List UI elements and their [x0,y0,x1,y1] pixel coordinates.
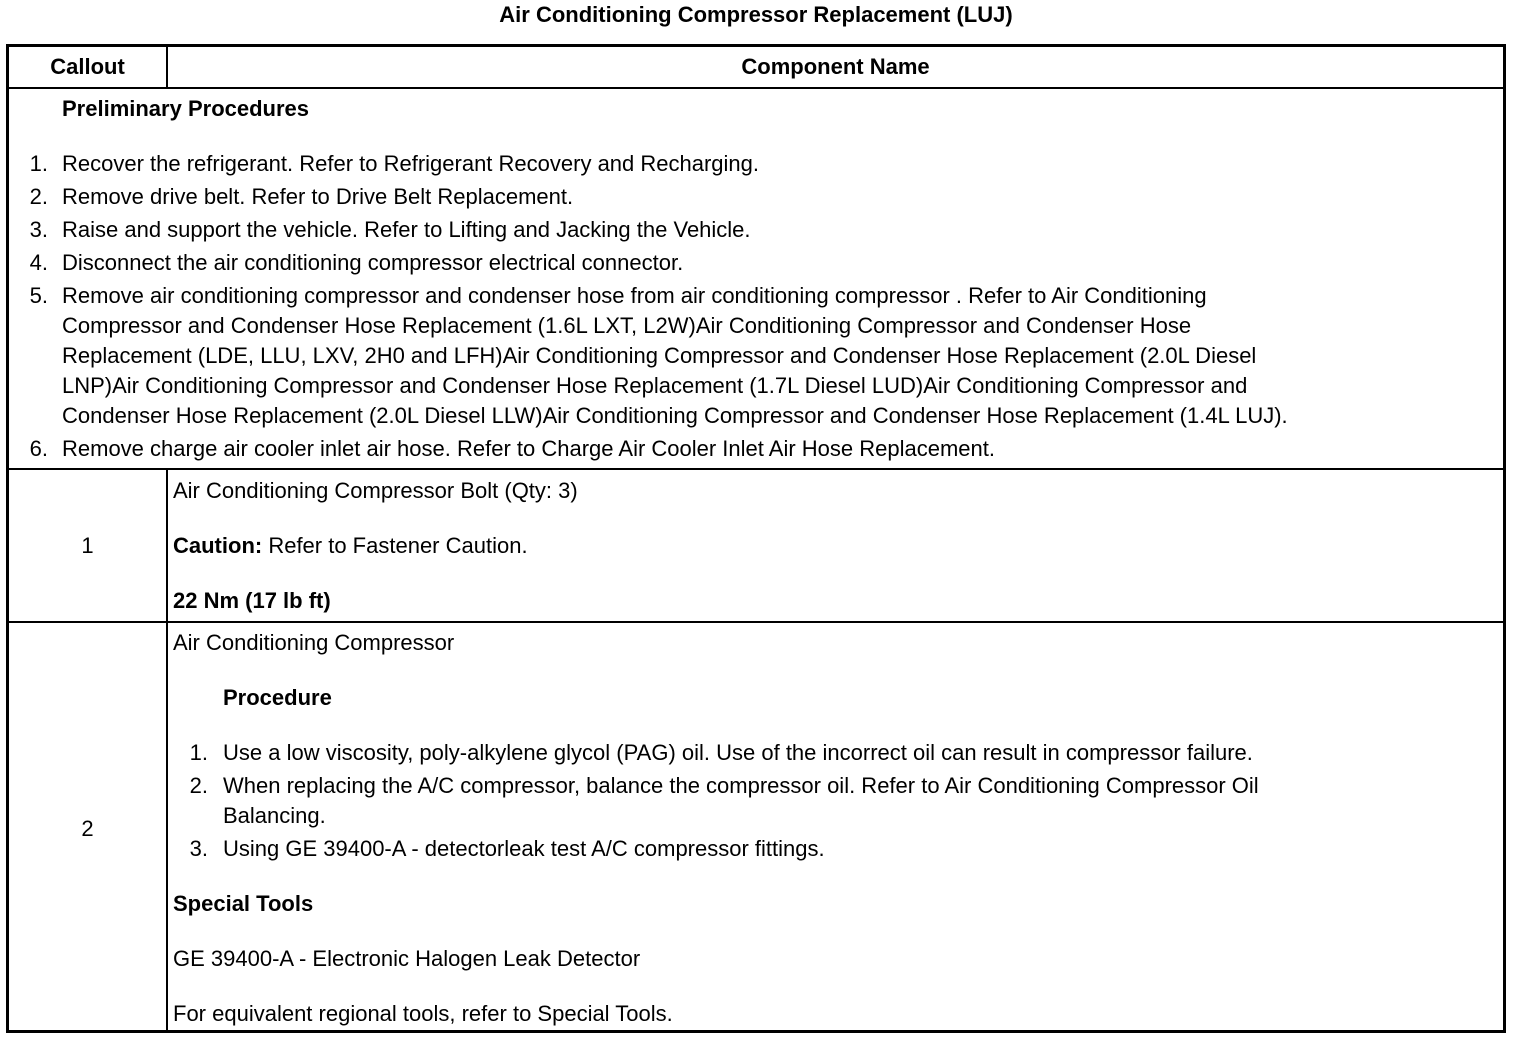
caution-label: Caution: [173,533,263,558]
caution-line [173,531,528,561]
special-tools-heading: Special Tools [173,891,314,916]
procedure-table: Callout Component Name Preliminary Procedures 1. Recover the refrigerant. Refer to Refrigerant Recovery and Recharging. 2. Remove drive belt. Refer to Drive Belt Replacement. 3. Raise and support the vehicle. Refer to Lifting and Jacking the Vehicle. 4. Disconnect the air conditioning compressor electrical connector. 5. Remove air conditioning compressor and condenser hose from air conditioning compressor . Refer to Air Conditioning Compressor and Condenser Hose Replacement (1.6L LXT, L2W)Air Conditioning Compressor and Condenser Hose Replacement (LDE, LLU, LXV, 2H0 and LFH)Air Conditioning Compressor and Condenser Hose Replacement (2.0L Diesel LNP)Air Conditioning Compressor and Condenser Hose Replacement (1.7L Diesel LUD)Air Conditioning Compressor and Condenser Hose Replacement (2.0L Diesel LLW)Air Conditioning Compressor and Condenser Hose Replacement (1.4L LUJ). 6. Remove charge air cooler inlet air hose. Refer to Charge Air Cooler Inlet Air Hose Replacement. 1 Air Conditioning Compressor Bolt (Qty: 3) Caution: Refer to Fastener Caution. 22 Nm (17 lb ft) 2 Air Conditioning Compressor Procedure 1. Use a low viscosity, poly-alkylene glycol (PAG) oil. Use of the incorrect oil can result in compressor failure. 2. When replacing the A/C compressor, balance the compressor oil. Refer to Air Conditioning Compressor Oil Balancing. 3. Using GE 39400-A - detectorleak test A/C compressor fittings. Special Tools GE 39400-A - Electronic Halogen Leak Detector For equivalent regional tools, refer to Special Tools. [6,44,1506,1033]
preliminary-divider [9,468,1503,470]
row-divider [9,621,1503,623]
callout-header: Callout [50,54,125,79]
torque-spec: 22 Nm (17 lb ft) [173,588,331,613]
caution-text: Refer to Fastener Caution. [262,533,528,558]
header-divider [9,87,1503,89]
callout-1: 1 [81,533,94,558]
component-name-1: Air Conditioning Compressor Bolt (Qty: 3) [173,478,578,503]
document-title: Air Conditioning Compressor Replacement (LUJ) [499,2,1013,27]
procedure-heading: Procedure [223,685,332,710]
special-tool-item: GE 39400-A - Electronic Halogen Leak Detector [173,946,641,971]
component-name-header: Component Name [741,54,930,79]
regional-tools-note: For equivalent regional tools, refer to Special Tools. [173,1001,673,1026]
callout-2: 2 [81,816,94,841]
preliminary-heading: Preliminary Procedures [62,96,310,121]
component-name-2: Air Conditioning Compressor [173,630,455,655]
